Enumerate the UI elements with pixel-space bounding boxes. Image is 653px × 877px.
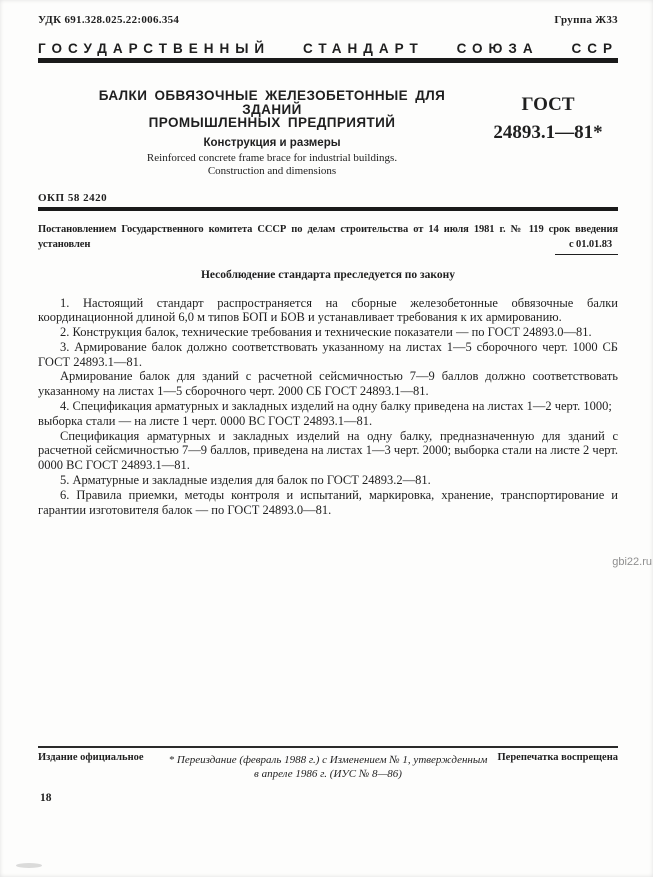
decree-text-cont: установлен	[38, 238, 91, 250]
law-notice: Несоблюдение стандарта преследуется по закону	[200, 268, 456, 281]
standard-subtitle-en-line1: Reinforced concrete frame brace for industrial buildings.	[146, 151, 398, 164]
scan-smudge	[16, 863, 42, 868]
banner-word: ССР	[571, 41, 618, 56]
classification-row	[38, 14, 618, 26]
banner-word: СТАНДАРТ	[302, 41, 424, 56]
body-paragraph-4b: Спецификация арматурных и закладных изделий на одну балку, предназначенную для зданий с расчетной сейсмичностью 7—9 баллов, приведена на листах 1—3 черт. 2000; выборка стали на листе 2 черт. 0000 ВС ГОСТ 24893.1—81.	[38, 428, 618, 473]
body-paragraph-1: 1. Настоящий стандарт распространяется на сборные железобетонные обвязочные балки координационной длиной 6,0 м типов БОП и БОВ и устанавливает требования к их армированию.	[38, 295, 618, 325]
gost-designation-number: 24893.1—81*	[493, 122, 603, 143]
title-section	[38, 89, 618, 177]
banner-word: ГОСУДАРСТВЕННЫЙ	[38, 41, 271, 56]
standard-title-line1: БАЛКИ ОБВЯЗОЧНЫЕ ЖЕЛЕЗОБЕТОННЫЕ ДЛЯ ЗДАНИЙ	[98, 88, 446, 117]
effective-date: с 01.01.83	[555, 237, 618, 255]
standard-subtitle-en-line2: Construction and dimensions	[207, 164, 337, 177]
udk-number: УДК 691.328.025.22:006.354	[38, 14, 180, 26]
body-paragraph-4a: выборка стали — на листе 1 черт. 0000 ВС ГОСТ 24893.1—81.	[38, 413, 373, 428]
reissue-footnote: * Переиздание (февраль 1988 г.) с Изменением № 1, утвержденным в апреле 1986 г. (ИУС № 8—86)	[168, 753, 488, 780]
decree-continuation	[38, 237, 618, 255]
section-rule	[38, 207, 618, 211]
decree-paragraph	[38, 222, 618, 255]
gost-designation	[478, 89, 618, 177]
standard-body	[38, 296, 618, 518]
page-number: 18	[40, 792, 52, 804]
gost-designation-word: ГОСТ	[521, 94, 575, 115]
page-footer	[38, 746, 618, 781]
group-label: Группа Ж33	[554, 14, 618, 26]
title-block	[38, 89, 478, 177]
banner-word: СОЮЗА	[456, 41, 539, 56]
decree-text: Постановлением Государственного комитета СССР по делам строительства от 14 июля 1981 г. № 119 срок введения	[38, 223, 618, 235]
standard-subtitle-ru: Конструкция и размеры	[203, 136, 341, 149]
reprint-prohibited-label: Перепечатка воспрещена	[497, 751, 618, 763]
body-paragraph-2: 2. Конструкция балок, технические требования и технические показатели — по ГОСТ 24893.0—81.	[60, 325, 592, 340]
standard-title-line2: ПРОМЫШЛЕННЫХ ПРЕДПРИЯТИЙ	[148, 115, 396, 130]
body-paragraph-3: 3. Армирование балок должно соответствовать указанному на листах 1—5 сборочного черт. 1000 СБ ГОСТ 24893.1—81.	[38, 339, 618, 369]
watermark: gbi22.ru	[612, 556, 652, 568]
body-paragraph-3a: Армирование балок для зданий с расчетной сейсмичностью 7—9 баллов должно соответствовать указанному на листах 1—5 сборочного черт. 2000 СБ ГОСТ 24893.1—81.	[38, 369, 618, 399]
state-standard-banner	[38, 41, 618, 56]
okp-code: ОКП 58 2420	[38, 191, 108, 204]
body-paragraph-6: 6. Правила приемки, методы контроля и испытаний, маркировка, хранение, транспортирование и гарантии изготовителя балок — по ГОСТ 24893.0—81.	[38, 487, 618, 517]
footer-rule	[38, 746, 618, 748]
body-paragraph-4: 4. Спецификация арматурных и закладных изделий на одну балку приведена на листах 1—2 черт. 1000;	[60, 399, 612, 414]
banner-rule	[38, 58, 618, 63]
body-paragraph-5: 5. Арматурные и закладные изделия для балок по ГОСТ 24893.2—81.	[60, 473, 431, 488]
official-edition-label: Издание официальное	[38, 751, 144, 763]
